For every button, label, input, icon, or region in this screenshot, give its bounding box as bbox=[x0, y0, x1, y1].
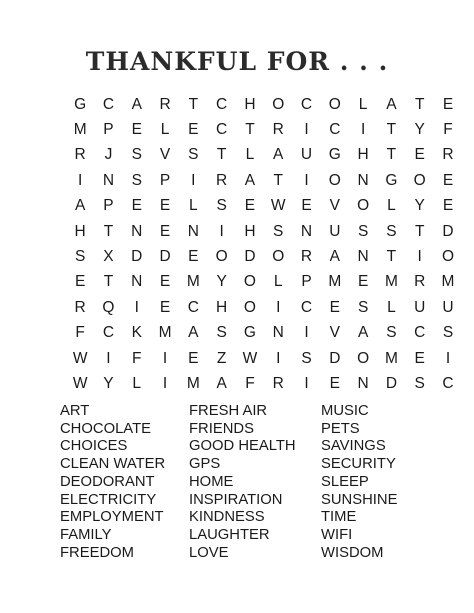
grid-letter: U bbox=[329, 222, 341, 240]
grid-letter: S bbox=[216, 197, 227, 215]
grid-letter: D bbox=[329, 349, 341, 367]
word-list-item: GOOD HEALTH bbox=[189, 438, 296, 455]
grid-letter: T bbox=[386, 248, 397, 266]
grid-letter: A bbox=[216, 374, 227, 392]
grid-letter: E bbox=[329, 298, 340, 316]
word-list-item: WIFI bbox=[321, 526, 353, 543]
grid-row bbox=[66, 346, 451, 371]
grid-letter: N bbox=[357, 248, 369, 266]
grid-letter: L bbox=[387, 197, 396, 215]
word-list-item: EMPLOYMENT bbox=[60, 509, 164, 526]
grid-letter: Z bbox=[216, 349, 227, 367]
grid-letter: N bbox=[357, 171, 369, 189]
grid-letter: U bbox=[442, 298, 454, 316]
grid-letter: C bbox=[442, 374, 454, 392]
grid-letter: H bbox=[244, 95, 256, 113]
word-list-column-1 bbox=[60, 403, 165, 562]
grid-row bbox=[66, 92, 454, 117]
grid-letter: S bbox=[442, 324, 454, 342]
word-list-item: SECURITY bbox=[321, 456, 396, 473]
grid-letter: I bbox=[276, 349, 281, 367]
grid-letter: H bbox=[357, 146, 369, 164]
grid-letter: Y bbox=[216, 273, 227, 291]
grid-letter: L bbox=[189, 197, 198, 215]
grid-letter: I bbox=[304, 374, 309, 392]
grid-letter: I bbox=[106, 349, 111, 367]
grid-letter: S bbox=[131, 171, 142, 189]
grid-letter: D bbox=[159, 248, 171, 266]
grid-letter: N bbox=[272, 324, 284, 342]
grid-letter: S bbox=[273, 222, 284, 240]
grid-letter: T bbox=[386, 121, 397, 139]
grid-letter: S bbox=[301, 349, 312, 367]
grid-letter: C bbox=[102, 95, 115, 113]
grid-letter: T bbox=[103, 222, 114, 240]
word-list-column-3 bbox=[321, 403, 397, 562]
grid-letter: S bbox=[188, 146, 199, 164]
grid-letter: E bbox=[442, 171, 454, 189]
grid-letter: N bbox=[357, 374, 369, 392]
grid-letter: G bbox=[385, 171, 398, 189]
grid-letter: E bbox=[329, 374, 340, 392]
grid-letter: E bbox=[188, 349, 199, 367]
grid-letter: S bbox=[357, 222, 369, 240]
grid-letter: H bbox=[216, 298, 228, 316]
grid-letter: O bbox=[272, 248, 285, 266]
grid-letter: R bbox=[414, 273, 426, 291]
grid-letter: N bbox=[131, 273, 143, 291]
grid-letter: N bbox=[187, 222, 199, 240]
word-list-item: GPS bbox=[189, 456, 221, 473]
grid-letter: O bbox=[328, 171, 341, 189]
grid-letter: M bbox=[73, 121, 87, 139]
word-list-column-2 bbox=[189, 403, 296, 562]
grid-letter: T bbox=[414, 222, 425, 240]
grid-letter: W bbox=[72, 374, 88, 392]
grid-letter: L bbox=[387, 298, 396, 316]
grid-letter: I bbox=[134, 298, 139, 316]
grid-letter: L bbox=[245, 146, 255, 164]
word-list-item: CLEAN WATER bbox=[60, 456, 166, 473]
grid-letter: E bbox=[131, 197, 142, 215]
grid-letter: G bbox=[328, 146, 341, 164]
word-list-item: PETS bbox=[321, 420, 360, 437]
grid-letter: M bbox=[328, 273, 342, 291]
grid-letter: E bbox=[414, 349, 425, 367]
word-list-item: ART bbox=[60, 403, 90, 419]
grid-letter: O bbox=[357, 197, 370, 215]
grid-letter: J bbox=[104, 146, 113, 164]
grid-letter: R bbox=[272, 121, 284, 139]
grid-letter: A bbox=[386, 95, 397, 113]
grid-letter: D bbox=[244, 248, 256, 266]
grid-letter: H bbox=[74, 222, 86, 240]
grid-letter: T bbox=[188, 95, 199, 113]
grid-letter: O bbox=[243, 273, 256, 291]
grid-letter: L bbox=[160, 121, 170, 139]
grid-letter: G bbox=[74, 95, 87, 113]
grid-letter: O bbox=[215, 248, 228, 266]
grid-letter: S bbox=[414, 374, 425, 392]
word-list-item: MUSIC bbox=[321, 403, 369, 419]
grid-letter: C bbox=[414, 324, 426, 342]
grid-letter: D bbox=[385, 374, 398, 392]
grid-letter: U bbox=[414, 298, 426, 316]
grid-letter: A bbox=[329, 248, 340, 266]
grid-letter: O bbox=[243, 298, 256, 316]
word-list-item: DEODORANT bbox=[60, 473, 155, 490]
word-list-item: SUNSHINE bbox=[321, 491, 398, 508]
grid-letter: L bbox=[273, 273, 283, 291]
grid-row bbox=[66, 143, 454, 168]
grid-letter: R bbox=[216, 171, 228, 189]
word-list-item: INSPIRATION bbox=[189, 491, 283, 508]
grid-letter: E bbox=[131, 121, 142, 139]
grid-letter: O bbox=[441, 248, 455, 266]
grid-letter: E bbox=[159, 197, 171, 215]
grid-letter: T bbox=[273, 171, 283, 189]
grid-letter: D bbox=[131, 248, 143, 266]
word-list-item: CHOICES bbox=[60, 438, 128, 455]
grid-letter: K bbox=[131, 324, 142, 342]
grid-letter: S bbox=[131, 146, 142, 164]
grid-letter: R bbox=[272, 374, 284, 392]
grid-letter: I bbox=[276, 298, 281, 316]
grid-letter: I bbox=[417, 248, 422, 266]
grid-letter: I bbox=[77, 171, 83, 189]
grid-letter: I bbox=[162, 349, 168, 367]
grid-letter: E bbox=[159, 222, 171, 240]
grid-letter: I bbox=[360, 121, 366, 139]
grid-row bbox=[66, 219, 454, 244]
word-list bbox=[0, 403, 474, 583]
word-list-item: HOME bbox=[189, 473, 234, 490]
grid-letter: T bbox=[386, 146, 397, 164]
grid-letter: R bbox=[442, 146, 454, 164]
grid-letter: Y bbox=[414, 121, 425, 139]
grid-letter: F bbox=[245, 374, 255, 392]
grid-letter: O bbox=[413, 171, 426, 189]
grid-letter: E bbox=[301, 197, 312, 215]
grid-letter: I bbox=[162, 374, 168, 392]
grid-letter: Y bbox=[103, 374, 114, 392]
grid-letter: R bbox=[159, 95, 171, 113]
grid-letter: N bbox=[300, 222, 313, 240]
grid-letter: S bbox=[386, 222, 397, 240]
grid-letter: W bbox=[72, 349, 88, 367]
grid-letter: I bbox=[304, 171, 309, 189]
grid-row bbox=[66, 270, 455, 295]
word-list-item: KINDNESS bbox=[189, 509, 265, 526]
grid-letter: X bbox=[103, 248, 114, 266]
grid-letter: R bbox=[300, 248, 313, 266]
grid-letter: V bbox=[329, 324, 340, 342]
grid-letter: R bbox=[74, 298, 86, 316]
grid-letter: P bbox=[103, 197, 114, 215]
word-list-item: SAVINGS bbox=[321, 438, 386, 455]
grid-letter: W bbox=[270, 197, 286, 215]
grid-row bbox=[66, 194, 454, 219]
grid-letter: M bbox=[158, 324, 172, 342]
grid-letter: E bbox=[442, 95, 454, 113]
grid-letter: O bbox=[328, 95, 341, 113]
grid-letter: T bbox=[103, 273, 114, 291]
grid-row bbox=[66, 117, 453, 142]
letter-grid bbox=[66, 92, 455, 397]
grid-letter: M bbox=[186, 374, 200, 392]
grid-letter: T bbox=[216, 146, 227, 164]
word-list-item: FRIENDS bbox=[189, 420, 254, 437]
word-list-item: TIME bbox=[321, 509, 357, 526]
grid-letter: C bbox=[216, 95, 228, 113]
grid-letter: V bbox=[329, 197, 340, 215]
grid-letter: U bbox=[300, 146, 313, 164]
grid-letter: F bbox=[132, 349, 142, 367]
grid-letter: N bbox=[131, 222, 143, 240]
grid-letter: P bbox=[301, 273, 312, 291]
grid-letter: L bbox=[132, 374, 142, 392]
grid-row bbox=[66, 244, 455, 269]
word-list-item: SLEEP bbox=[321, 473, 369, 490]
grid-letter: I bbox=[191, 171, 196, 189]
grid-letter: M bbox=[384, 349, 398, 367]
grid-letter: C bbox=[187, 298, 199, 316]
word-list-item: WISDOM bbox=[321, 544, 384, 561]
grid-row bbox=[66, 321, 454, 346]
grid-row bbox=[66, 371, 454, 396]
grid-letter: M bbox=[441, 273, 455, 291]
grid-letter: P bbox=[159, 171, 171, 189]
grid-letter: S bbox=[357, 298, 369, 316]
grid-row bbox=[66, 168, 454, 193]
grid-letter: E bbox=[159, 273, 171, 291]
grid-letter: T bbox=[414, 95, 425, 113]
grid-letter: C bbox=[216, 121, 228, 139]
grid-letter: T bbox=[245, 121, 255, 139]
word-list-item: ELECTRICITY bbox=[60, 491, 157, 508]
grid-letter: A bbox=[244, 171, 256, 189]
grid-letter: C bbox=[329, 121, 341, 139]
page-title: THANKFUL FOR . . . bbox=[85, 47, 389, 76]
word-list-item: FREEDOM bbox=[60, 544, 134, 561]
grid-letter: E bbox=[357, 273, 369, 291]
grid-letter: R bbox=[74, 146, 86, 164]
word-list-item: FAMILY bbox=[60, 526, 112, 543]
grid-letter: Q bbox=[102, 298, 115, 316]
grid-letter: O bbox=[272, 95, 285, 113]
grid-letter: Y bbox=[414, 197, 425, 215]
word-list-item: LAUGHTER bbox=[189, 526, 270, 543]
grid-letter: A bbox=[74, 197, 86, 215]
grid-letter: G bbox=[243, 324, 256, 342]
grid-letter: E bbox=[159, 298, 171, 316]
grid-letter: V bbox=[159, 146, 171, 164]
grid-row bbox=[66, 295, 454, 320]
grid-letter: I bbox=[304, 121, 309, 139]
grid-letter: I bbox=[445, 349, 451, 367]
grid-letter: S bbox=[74, 248, 86, 266]
grid-letter: H bbox=[244, 222, 256, 240]
word-list-item: LOVE bbox=[189, 544, 229, 561]
grid-letter: S bbox=[386, 324, 397, 342]
grid-letter: E bbox=[442, 197, 454, 215]
word-list-item: FRESH AIR bbox=[189, 403, 268, 419]
grid-letter: P bbox=[103, 121, 114, 139]
grid-letter: E bbox=[188, 248, 199, 266]
grid-letter: N bbox=[102, 171, 115, 189]
grid-letter: L bbox=[358, 95, 368, 113]
grid-letter: F bbox=[75, 324, 85, 342]
grid-letter: I bbox=[219, 222, 224, 240]
grid-letter: C bbox=[300, 298, 313, 316]
grid-letter: E bbox=[74, 273, 86, 291]
grid-letter: I bbox=[304, 324, 309, 342]
grid-letter: D bbox=[442, 222, 454, 240]
grid-letter: C bbox=[102, 324, 115, 342]
grid-letter: E bbox=[414, 146, 425, 164]
grid-letter: A bbox=[188, 324, 199, 342]
grid-letter: A bbox=[273, 146, 284, 164]
grid-letter: F bbox=[443, 121, 453, 139]
grid-letter: O bbox=[357, 349, 370, 367]
grid-letter: W bbox=[242, 349, 258, 367]
grid-letter: S bbox=[216, 324, 227, 342]
grid-letter: A bbox=[357, 324, 369, 342]
grid-letter: M bbox=[186, 273, 200, 291]
grid-letter: A bbox=[131, 95, 142, 113]
word-list-item: CHOCOLATE bbox=[60, 420, 151, 437]
grid-letter: C bbox=[300, 95, 313, 113]
grid-letter: M bbox=[384, 273, 398, 291]
grid-letter: E bbox=[244, 197, 256, 215]
grid-letter: E bbox=[188, 121, 199, 139]
